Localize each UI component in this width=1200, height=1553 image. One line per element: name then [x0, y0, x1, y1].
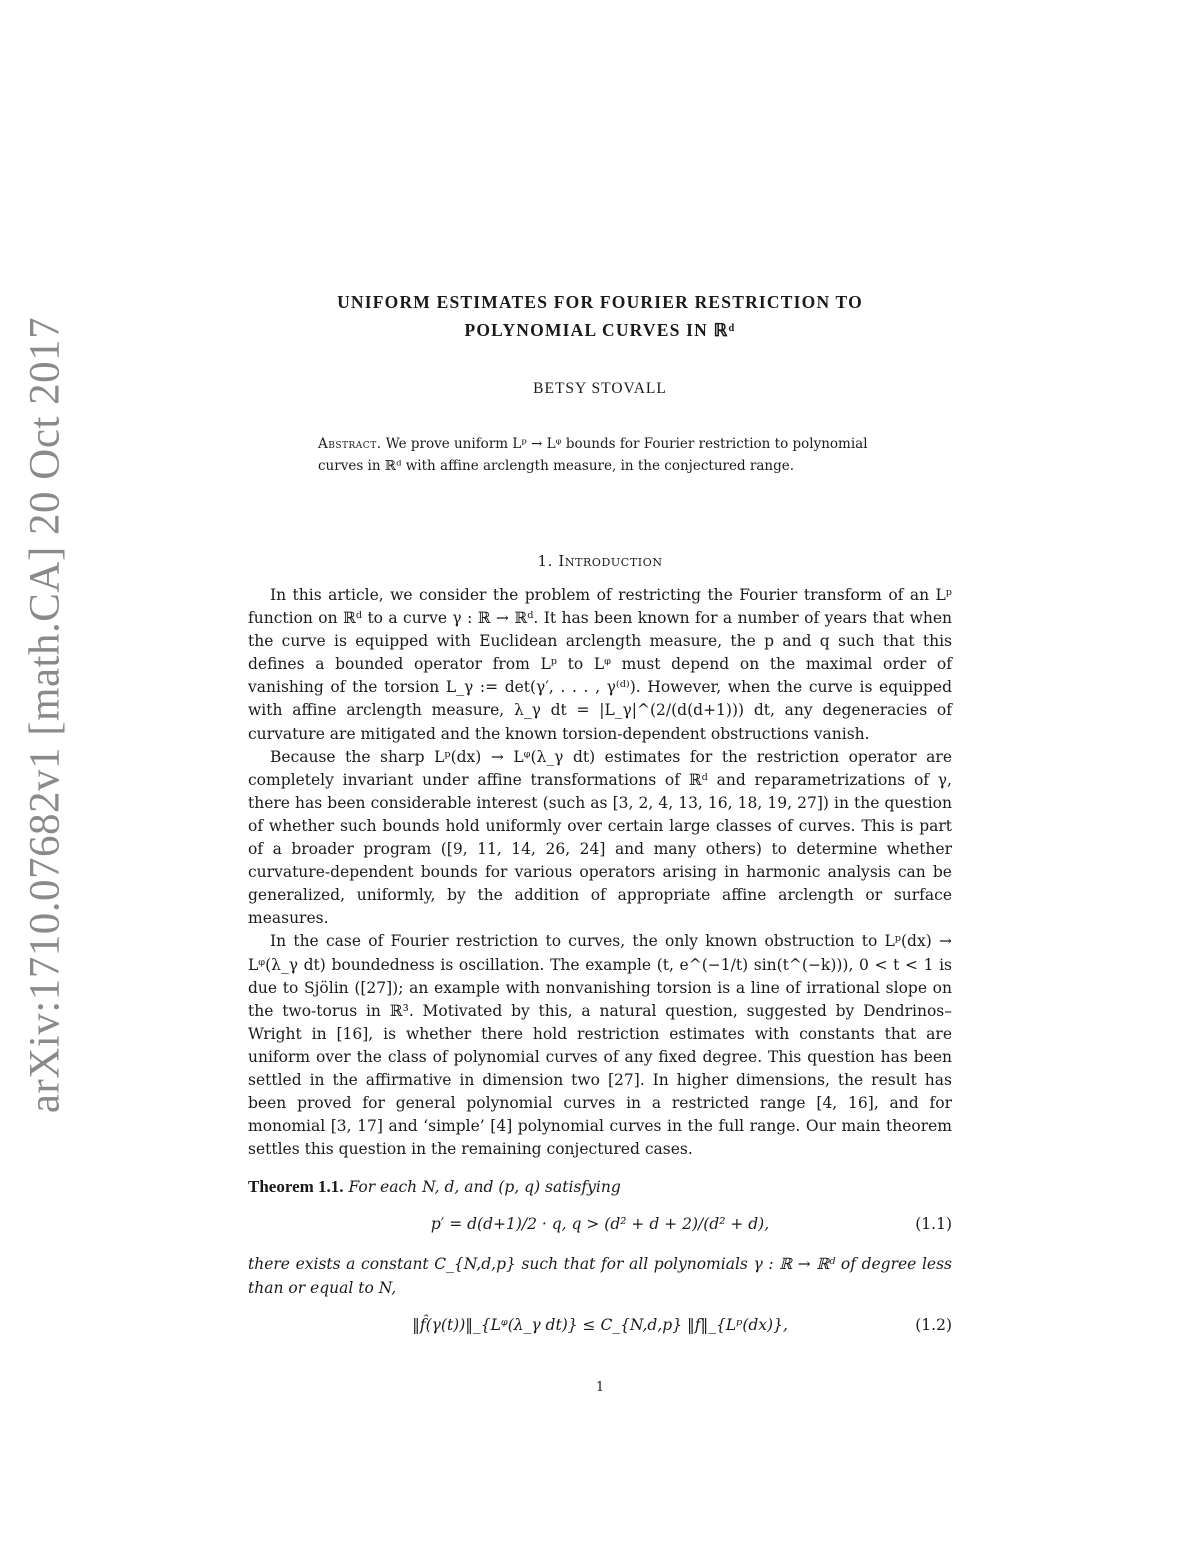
equation-number: (1.1) [915, 1215, 952, 1234]
abstract [318, 433, 882, 477]
section-number: 1. [537, 552, 553, 570]
equation-number: (1.2) [915, 1315, 952, 1334]
theorem-continuation: there exists a constant C_{N,d,p} such that for all polynomials γ : ℝ → ℝᵈ of degree less than or equal to N, [248, 1255, 952, 1297]
abstract-text: We prove uniform Lᵖ → Lᵠ bounds for Fourier restriction to polynomial curves in ℝᵈ with affine arclength measure, in the conjectured range. [318, 436, 868, 474]
theorem-block [248, 1175, 952, 1347]
paper-title-line-1: UNIFORM ESTIMATES FOR FOURIER RESTRICTION TO [337, 292, 863, 312]
abstract-label: Abstract. [318, 436, 382, 452]
paper-title-line-2: POLYNOMIAL CURVES IN ℝᵈ [464, 320, 736, 340]
section-title: Introduction [558, 552, 663, 570]
theorem-heading: Theorem 1.1. [248, 1177, 344, 1197]
arxiv-stamp [5, 316, 85, 1114]
equation-1-2 [248, 1306, 952, 1348]
equation-1-1 [248, 1205, 952, 1247]
paragraph: In this article, we consider the problem of restricting the Fourier transform of an Lᵖ function on ℝᵈ to a curve γ : ℝ → ℝᵈ. It has been known for a number of years that when the curve is equipped with Euclidean arclength measure, the p and q such that this defines a bounded operator from Lᵖ to Lᵠ must depend on the maximal order of vanishing of the torsion L_γ := det(γ′, . . . , γ⁽ᵈ⁾). However, when the curve is equipped with affine arclength measure, λ_γ dt = |L_γ|^(2/(d(d+1))) dt, any degeneracies of curvature are mitigated and the known torsion-dependent obstructions vanish. [248, 586, 952, 743]
arxiv-stamp-text: arXiv:1710.07682v1 [math.CA] 20 Oct 2017 [21, 316, 69, 1114]
equation-body: p′ = d(d+1)/2 · q, q > (d² + d + 2)/(d² + d), [430, 1215, 770, 1234]
paragraph: In the case of Fourier restriction to curves, the only known obstruction to Lᵖ(dx) → Lᵠ(λ_γ dt) boundedness is oscillation. The example (t, e^(−1/t) sin(t^(−k))), 0 < t < 1 is due to Sjölin ([27]); an example with nonvanishing torsion is a line of irrational slope on the two-torus in ℝ³. Motivated by this, a natural question, suggested by Dendrinos–Wright in [16], is whether there hold restriction estimates with constants that are uniform over the class of polynomial curves of any fixed degree. This question has been settled in the affirmative in dimension two [27]. In higher dimensions, the result has been proved for general polynomial curves in a restricted range [4, 16], and for monomial [3, 17] and ‘simple’ [4] polynomial curves in the full range. Our main theorem settles this question in the remaining conjectured cases. [248, 932, 952, 1159]
paragraph: Because the sharp Lᵖ(dx) → Lᵠ(λ_γ dt) estimates for the restriction operator are completely invariant under affine transformations of ℝᵈ and reparametrizations of γ, there has been considerable interest (such as [3, 2, 4, 13, 16, 18, 19, 27]) in the question of whether such bounds hold uniformly over certain large classes of curves. This is part of a broader program ([9, 11, 14, 26, 24] and many others) to determine whether curvature-dependent bounds for various operators arising in harmonic analysis can be generalized, uniformly, by the addition of appropriate affine arclength or surface measures. [248, 747, 952, 928]
equation-body: ‖f̂(γ(t))‖_{Lᵠ(λ_γ dt)} ≤ C_{N,d,p} ‖f‖_{Lᵖ(dx)}, [412, 1315, 788, 1334]
theorem-intro: For each N, d, and (p, q) satisfying [348, 1178, 621, 1197]
page-number: 1 [595, 1380, 605, 1395]
section-heading [248, 552, 952, 570]
author-name: BETSY STOVALL [533, 380, 667, 397]
body-text [248, 584, 952, 1354]
